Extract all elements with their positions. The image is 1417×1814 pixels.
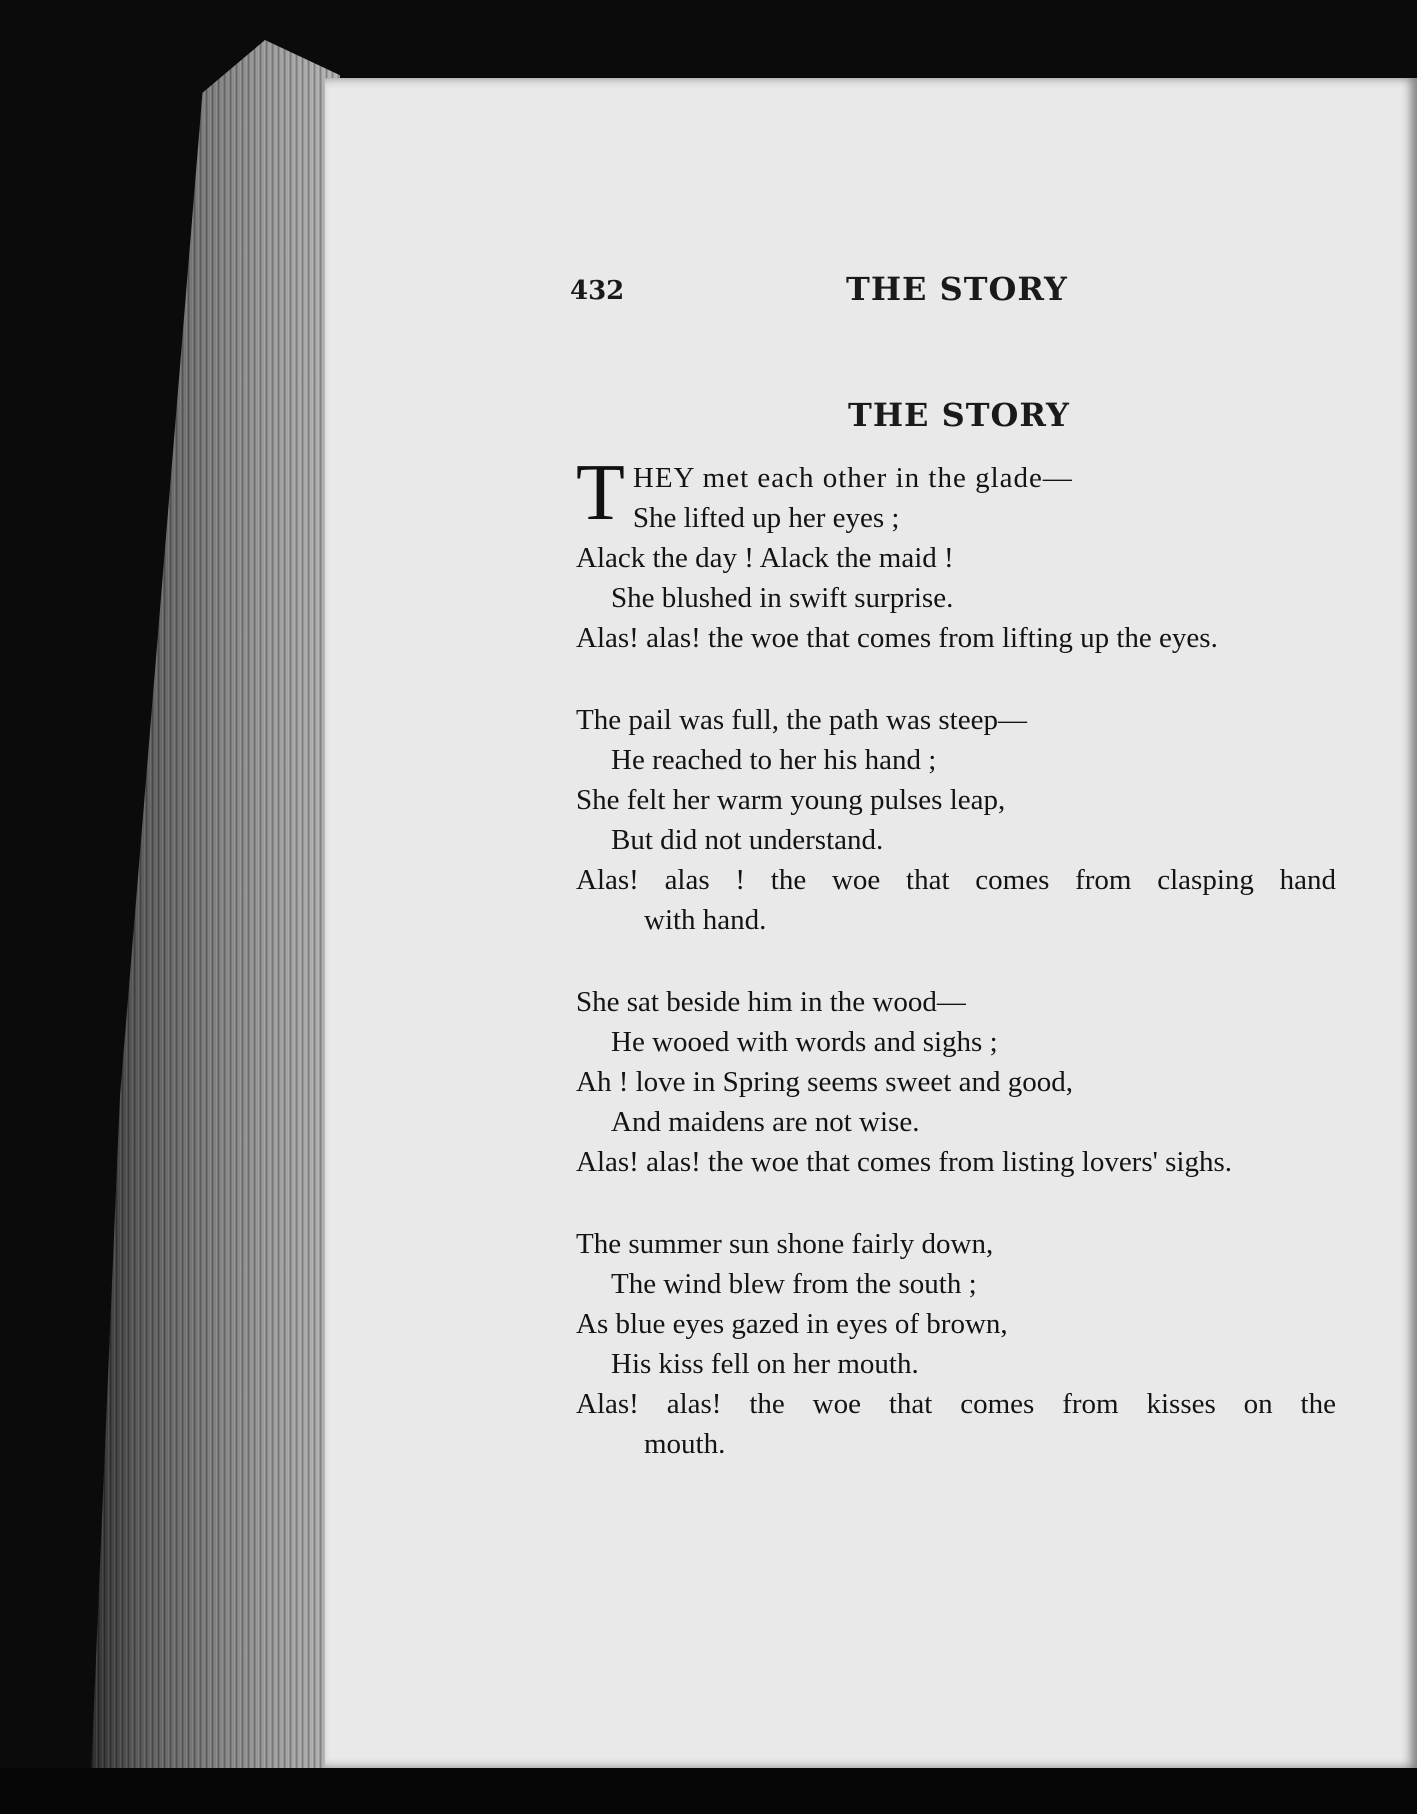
poem-refrain-continuation: mouth. [644,1428,726,1460]
poem-line: The summer sun shone fairly down, [576,1228,994,1260]
poem-line: His kiss fell on her mouth. [611,1348,919,1380]
poem-line: He wooed with words and sighs ; [611,1026,998,1058]
page-header [570,270,1070,310]
poem-line: HEY met each other in the glade— [632,462,1073,494]
poem-refrain-continuation: with hand. [644,904,767,936]
poem-line: Alack the day ! Alack the maid ! [576,542,954,574]
scan-background [0,1768,1417,1814]
poem-line: She blushed in swift surprise. [611,582,954,614]
poem-line: As blue eyes gazed in eyes of brown, [576,1308,1008,1340]
poem-line: The wind blew from the south ; [611,1268,977,1300]
stanza-1 [576,449,1336,658]
poem-line: But did not understand. [611,824,884,856]
drop-cap: T [576,449,625,537]
book-page-edges [90,40,340,1800]
poem-line: And maidens are not wise. [611,1106,920,1138]
poem-line: He reached to her his hand ; [611,744,937,776]
poem-refrain: Alas! alas! the woe that comes from lifting up the eyes. [576,622,1218,654]
poem-refrain: Alas! alas! the woe that comes from kisses on the [576,1388,1336,1420]
poem-line: She lifted up her eyes ; [632,502,900,534]
poem-refrain: Alas! alas! the woe that comes from listing lovers' sighs. [576,1146,1232,1178]
running-title: THE STORY [846,270,1068,308]
stanza-2 [576,700,1336,940]
poem-line: Ah ! love in Spring seems sweet and good, [576,1066,1073,1098]
stanza-3 [576,982,1336,1182]
poem-body [576,449,1336,1506]
poem-refrain: Alas! alas ! the woe that comes from clasping hand [576,864,1336,896]
poem-title: THE STORY [848,396,1070,434]
poem-line: She sat beside him in the wood— [576,986,966,1018]
poem-line: The pail was full, the path was steep— [576,704,1027,736]
page-number: 432 [570,276,625,306]
poem-line: She felt her warm young pulses leap, [576,784,1006,816]
stanza-4 [576,1224,1336,1464]
